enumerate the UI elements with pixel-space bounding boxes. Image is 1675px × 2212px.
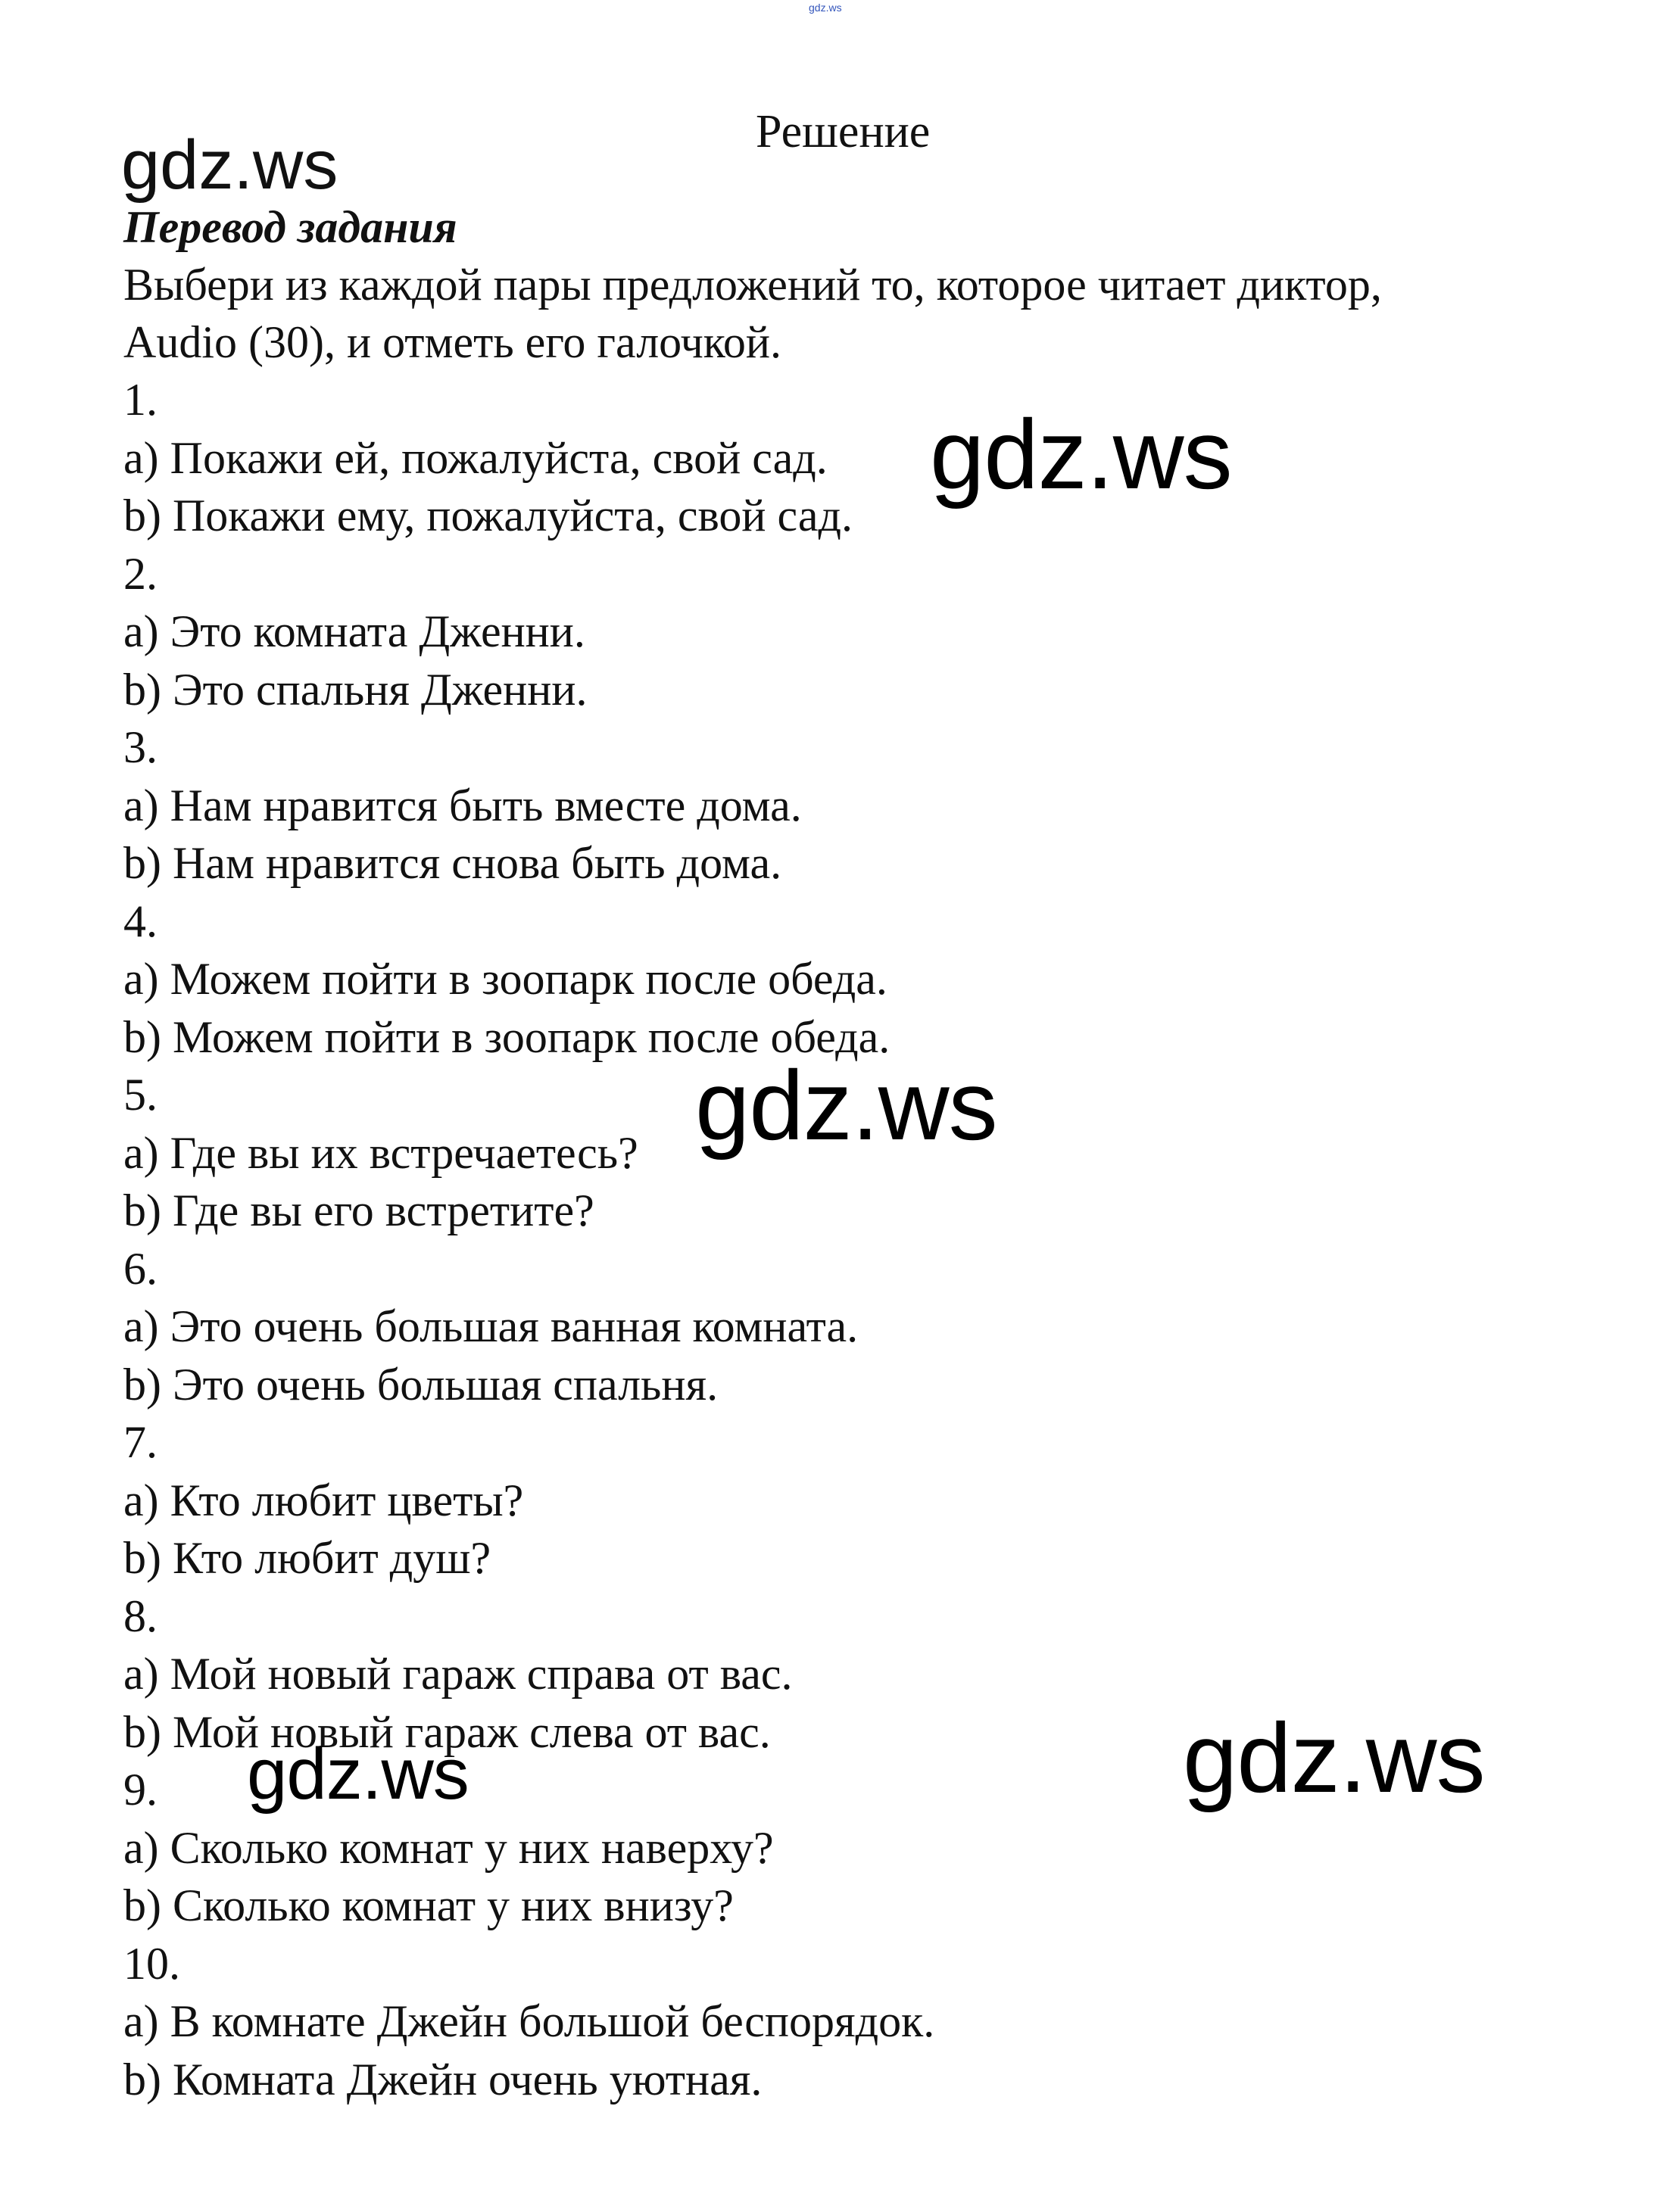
top-watermark: gdz.ws xyxy=(809,2,842,14)
item-option-a: a) Это очень большая ванная комната. xyxy=(123,1301,859,1351)
item-option-b: b) Это очень большая спальня. xyxy=(123,1359,719,1410)
page-heading: Решение xyxy=(756,106,931,157)
item-number: 7. xyxy=(123,1417,158,1467)
item-number: 2. xyxy=(123,548,158,599)
item-option-a: a) Где вы их встречаетесь? xyxy=(123,1127,638,1178)
item-option-b: b) Комната Джейн очень уютная. xyxy=(123,2054,763,2105)
instruction-line-1: Выбери из каждой пары предложений то, которое читает диктор, xyxy=(123,260,1382,310)
exercise-list xyxy=(123,371,1600,2108)
item-option-b: b) Сколько комнат у них внизу? xyxy=(123,1880,734,1930)
item-option-b: b) Нам нравится снова быть дома. xyxy=(123,838,782,888)
item-number: 1. xyxy=(123,375,158,425)
item-option-b: b) Мой новый гараж слева от вас. xyxy=(123,1706,771,1757)
item-option-a: a) Мой новый гараж справа от вас. xyxy=(123,1649,793,1699)
item-option-b: b) Где вы его встретите? xyxy=(123,1185,594,1235)
item-option-a: a) Покажи ей, пожалуйста, свой сад. xyxy=(123,432,828,483)
item-number: 5. xyxy=(123,1070,158,1120)
item-option-b: b) Кто любит душ? xyxy=(123,1533,491,1583)
section-subtitle: Перевод задания xyxy=(123,202,457,252)
item-option-a: a) Нам нравится быть вместе дома. xyxy=(123,780,802,830)
item-number: 9. xyxy=(123,1765,158,1815)
item-option-b: b) Покажи ему, пожалуйста, свой сад. xyxy=(123,491,853,541)
item-option-a: a) Сколько комнат у них наверху? xyxy=(123,1822,774,1873)
item-option-b: b) Можем пойти в зоопарк после обеда. xyxy=(123,1011,891,1062)
watermark: gdz.ws xyxy=(1183,1703,1485,1813)
item-number: 8. xyxy=(123,1590,158,1641)
watermark: gdz.ws xyxy=(930,399,1232,509)
item-option-a: a) Кто любит цветы? xyxy=(123,1475,524,1525)
item-number: 3. xyxy=(123,722,158,772)
item-option-a: a) Можем пойти в зоопарк после обеда. xyxy=(123,954,887,1004)
watermark: gdz.ws xyxy=(695,1050,997,1161)
item-option-a: a) Это комната Дженни. xyxy=(123,606,585,656)
item-number: 6. xyxy=(123,1243,158,1294)
item-number: 4. xyxy=(123,896,158,946)
item-option-b: b) Это спальня Дженни. xyxy=(123,664,588,715)
instruction-line-2: Audio (30), и отметь его галочкой. xyxy=(123,317,781,367)
site-logo: gdz.ws xyxy=(121,126,338,204)
watermark: gdz.ws xyxy=(247,1734,469,1815)
item-number: 10. xyxy=(123,1938,180,1989)
item-option-a: a) В комнате Джейн большой беспорядок. xyxy=(123,1996,935,2046)
